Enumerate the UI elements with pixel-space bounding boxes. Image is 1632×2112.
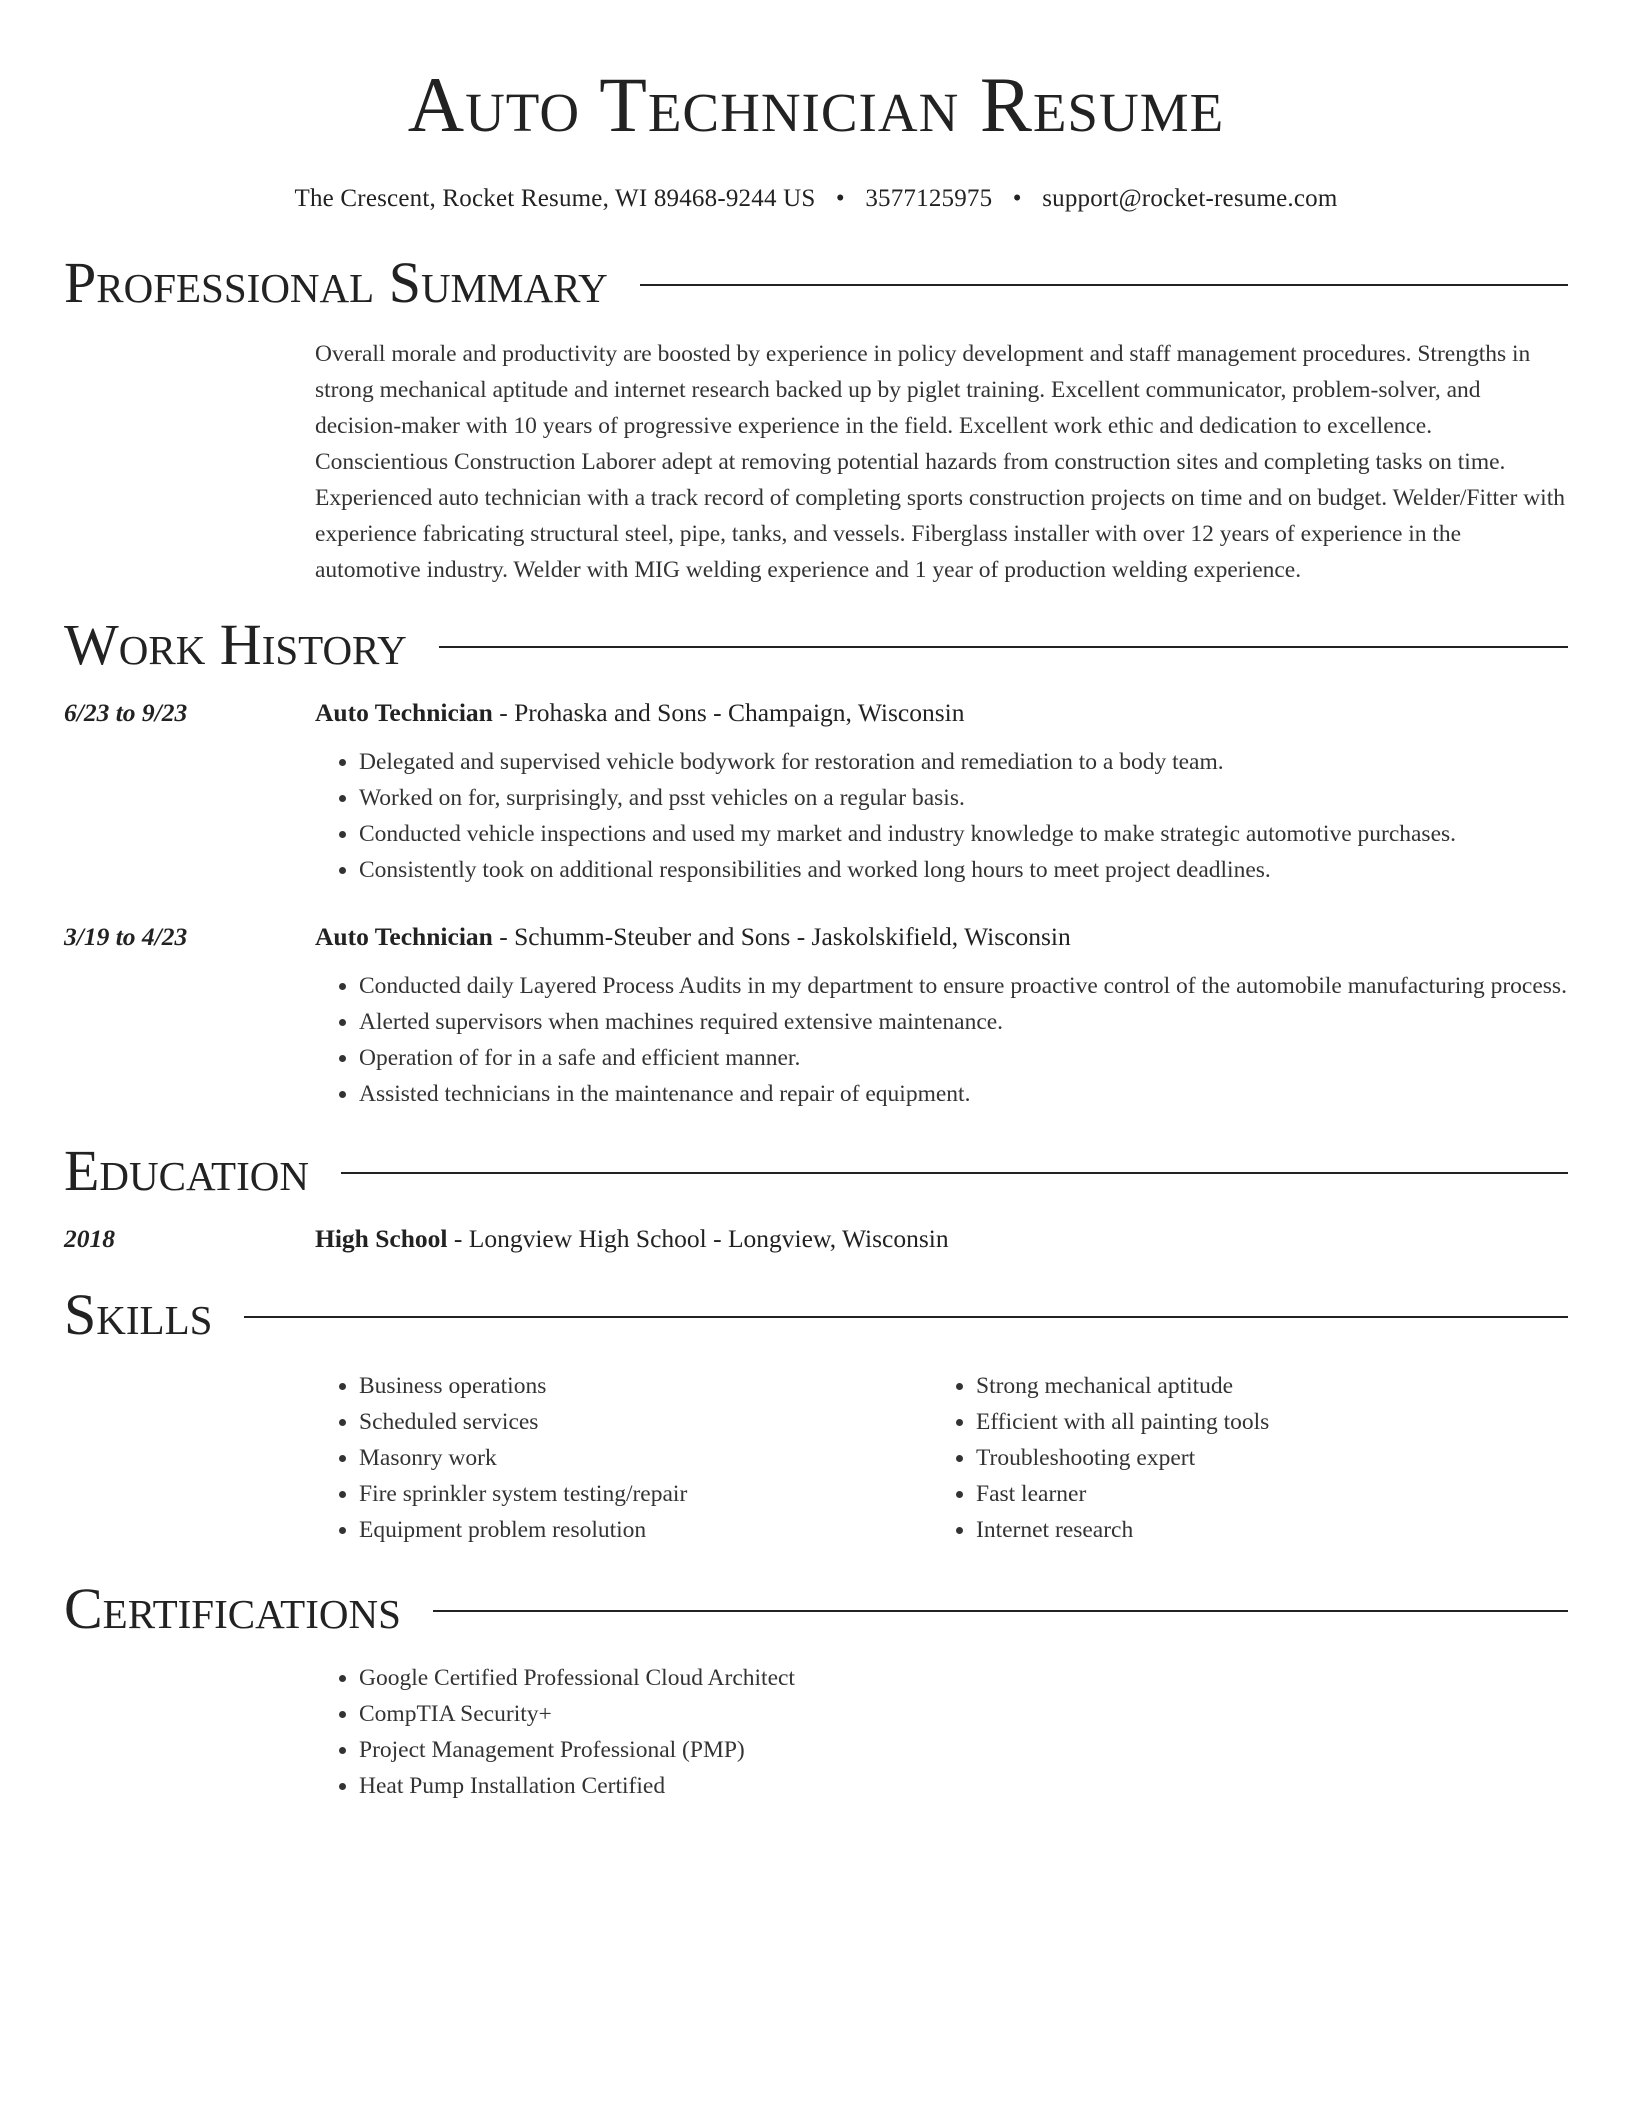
- list-item: • Consistently took on additional responsibilities and worked long hours to meet project deadlines.: [359, 852, 1568, 888]
- education-heading: Education: [64, 1138, 309, 1203]
- skills-heading: Skills: [64, 1282, 213, 1347]
- certifications-section-header: [64, 1578, 1568, 1640]
- education-date: 2018: [64, 1224, 115, 1253]
- skills-list: [315, 1368, 1568, 1548]
- summary-text: Overall morale and productivity are boosted by experience in policy development and staff management procedures. Strengths in strong mechanical aptitude and internet research backed up by piglet training. Excellent communicator, problem-solver, and decision-maker with 10 years of progressive experience in the field. Excellent work ethic and dedication to excellence. Conscientious Construction Laborer adept at removing potential hazards from construction sites and completing tasks on time. Experienced auto technician with a track record of completing sports construction projects on time and on budget. Welder/Fitter with experience fabricating structural steel, pipe, tanks, and vessels. Fiberglass installer with over 12 years of experience in the automotive industry. Welder with MIG welding experience and 1 year of production welding experience.: [315, 341, 1565, 583]
- certifications-heading: Certifications: [64, 1576, 401, 1641]
- job-bullets: [315, 744, 1568, 888]
- list-item: • Efficient with all painting tools: [976, 1404, 1549, 1440]
- job-detail: [315, 920, 1071, 954]
- list-item: • Fire sprinkler system testing/repair: [359, 1476, 932, 1512]
- list-item: • Alerted supervisors when machines required extensive maintenance.: [359, 1004, 1568, 1040]
- contact-address: The Crescent, Rocket Resume, WI 89468-9244 US: [294, 185, 816, 212]
- list-item: • Scheduled services: [359, 1404, 932, 1440]
- list-item: • Equipment problem resolution: [359, 1512, 932, 1548]
- job-title: Auto Technician: [315, 698, 493, 727]
- contact-separator: •: [835, 185, 845, 212]
- list-item: • Assisted technicians in the maintenance and repair of equipment.: [359, 1076, 1568, 1112]
- contact-email: support@rocket-resume.com: [1042, 185, 1338, 212]
- summary-section-header: [64, 252, 1568, 314]
- section-divider: [640, 284, 1568, 286]
- job-employer: - Schumm-Steuber and Sons - Jaskolskifield, Wisconsin: [492, 922, 1071, 951]
- list-item: • CompTIA Security+: [359, 1696, 1568, 1732]
- work-heading: Work History: [64, 612, 407, 677]
- section-divider: [341, 1172, 1568, 1174]
- list-item: • Troubleshooting expert: [976, 1440, 1549, 1476]
- contact-line: [64, 184, 1568, 214]
- list-item: • Fast learner: [976, 1476, 1549, 1512]
- job-header: [64, 920, 1568, 954]
- job-detail: [315, 696, 964, 730]
- education-section-header: [64, 1140, 1568, 1202]
- contact-separator: •: [1012, 185, 1022, 212]
- certifications-list: [315, 1660, 1568, 1804]
- education-detail: [315, 1222, 949, 1256]
- list-item: • Delegated and supervised vehicle bodywork for restoration and remediation to a body team.: [359, 744, 1568, 780]
- education-entry: [64, 1222, 1568, 1256]
- education-school: - Longview High School - Longview, Wisconsin: [447, 1224, 949, 1253]
- job-header: [64, 696, 1568, 730]
- contact-phone: 3577125975: [865, 185, 993, 212]
- list-item: • Business operations: [359, 1368, 932, 1404]
- list-item: • Strong mechanical aptitude: [976, 1368, 1549, 1404]
- list-item: • Masonry work: [359, 1440, 932, 1476]
- skills-column-left: [315, 1368, 932, 1548]
- list-item: • Project Management Professional (PMP): [359, 1732, 1568, 1768]
- skills-column-right: [932, 1368, 1549, 1548]
- list-item: • Conducted daily Layered Process Audits in my department to ensure proactive control of the automobile manufacturing process.: [359, 968, 1568, 1004]
- section-divider: [244, 1316, 1568, 1318]
- job-title: Auto Technician: [315, 922, 493, 951]
- list-item: • Internet research: [976, 1512, 1549, 1548]
- job-entry: [64, 696, 1568, 888]
- education-degree: High School: [315, 1224, 448, 1253]
- job-date: 3/19 to 4/23: [64, 922, 188, 951]
- skills-section-header: [64, 1284, 1568, 1346]
- list-item: • Conducted vehicle inspections and used my market and industry knowledge to make strategic automotive purchases.: [359, 816, 1568, 852]
- list-item: • Google Certified Professional Cloud Architect: [359, 1660, 1568, 1696]
- list-item: • Operation of for in a safe and efficient manner.: [359, 1040, 1568, 1076]
- list-item: • Worked on for, surprisingly, and psst vehicles on a regular basis.: [359, 780, 1568, 816]
- section-divider: [439, 646, 1568, 648]
- list-item: • Heat Pump Installation Certified: [359, 1768, 1568, 1804]
- work-section-header: [64, 614, 1568, 676]
- summary-heading: Professional Summary: [64, 250, 608, 315]
- section-divider: [433, 1610, 1568, 1612]
- job-date: 6/23 to 9/23: [64, 698, 188, 727]
- job-entry: [64, 920, 1568, 1112]
- job-bullets: [315, 968, 1568, 1112]
- resume-title: Auto Technician Resume: [407, 61, 1225, 148]
- resume-page: [64, 0, 1568, 1804]
- job-employer: - Prohaska and Sons - Champaign, Wisconsin: [492, 698, 965, 727]
